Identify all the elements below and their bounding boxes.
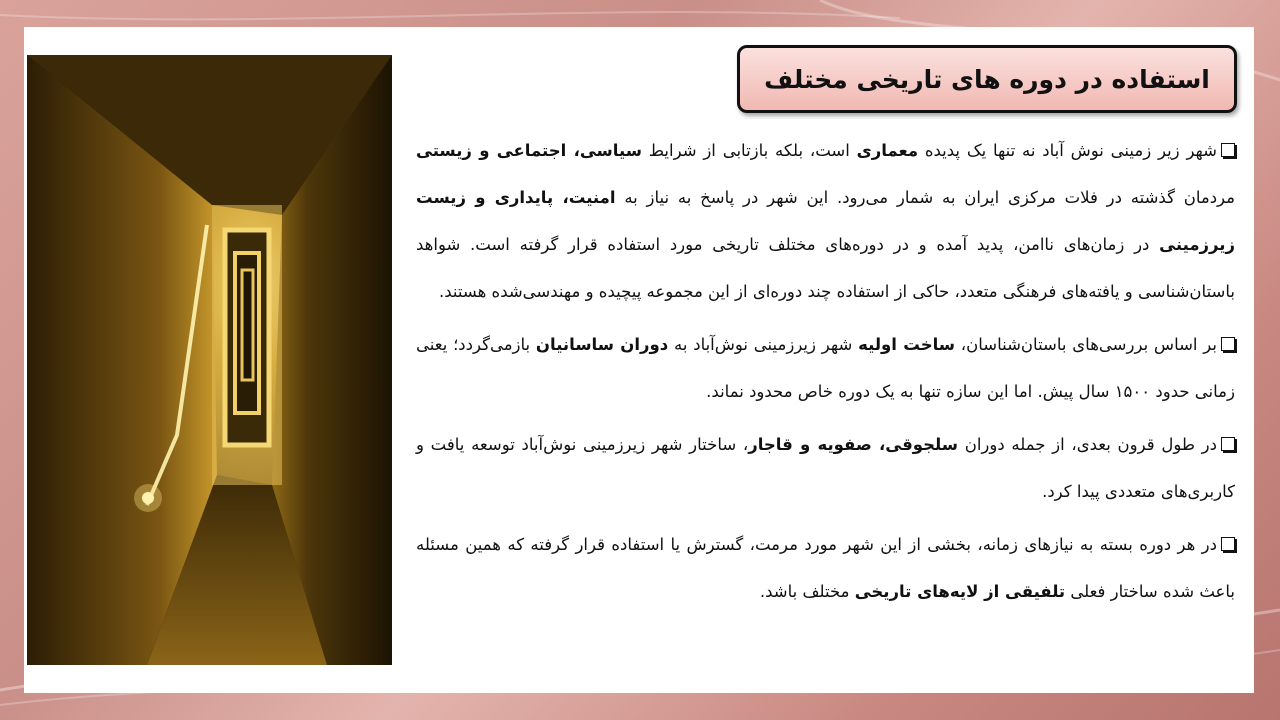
content-text [416, 127, 1235, 615]
text-segment: شهر زیرزمینی نوش‌آباد به [668, 335, 859, 354]
text-segment-bold: دوران ساسانیان [535, 335, 669, 354]
text-segment-bold: ساخت اولیه [858, 335, 956, 354]
checkbox-bullet-icon [1221, 143, 1235, 157]
paragraph [416, 421, 1235, 515]
text-segment-bold: امنیت، پایداری و زیست زیرزمینی [416, 188, 1235, 254]
paragraph [416, 127, 1235, 315]
paragraph [416, 521, 1235, 615]
text-segment: است، بلکه بازتابی از شرایط [641, 141, 857, 160]
text-segment: در هر دوره بسته به نیازهای زمانه، بخشی از این شهر مورد مرمت، گسترش یا استفاده قرار گرفته که همین مسئله باعث شده ساختار فعلی [416, 535, 1235, 601]
checkbox-bullet-icon [1221, 537, 1235, 551]
slide-panel [24, 27, 1254, 693]
checkbox-bullet-icon [1221, 337, 1235, 351]
text-segment: بر اساس بررسی‌های باستان‌شناسان، [955, 335, 1217, 354]
text-segment: شهر زیر زمینی نوش آباد نه تنها یک پدیده [918, 141, 1217, 160]
text-segment-bold: سلجوقی، صفویه و قاجار [748, 435, 958, 454]
tunnel-photo [27, 55, 392, 665]
text-segment-bold: معماری [856, 141, 919, 160]
text-segment-bold: تلفیقی از لایه‌های تاریخی [854, 582, 1066, 601]
text-segment: ، ساختار شهر زیرزمینی نوش‌آباد توسعه یافت و کاربری‌های متعددی پیدا کرد. [416, 435, 1235, 501]
paragraph [416, 321, 1235, 415]
text-segment: بازمی‌گردد؛ یعنی زمانی حدود ۱۵۰۰ سال پیش. اما این سازه تنها به یک دوره خاص محدود نماند. [416, 335, 1235, 401]
text-segment: مردمان گذشته در فلات مرکزی ایران به شمار می‌رود. این شهر در پاسخ به نیاز به [615, 188, 1235, 207]
text-segment: در زمان‌های ناامن، پدید آمده و در دوره‌های مختلف تاریخی مورد استفاده قرار گرفته است. شواهد باستان‌شناسی و یافته‌های فرهنگی متعدد، حاکی از استفاده چند دوره‌ای از این مجموعه پیچیده و مهندسی‌شده هستند. [416, 235, 1235, 301]
slide-title: استفاده در دوره های تاریخی مختلف [764, 64, 1210, 94]
text-segment-bold: سیاسی، اجتماعی و زیستی [416, 141, 642, 160]
checkbox-bullet-icon [1221, 437, 1235, 451]
text-segment: در طول قرون بعدی، از جمله دوران [958, 435, 1217, 454]
title-box [737, 45, 1237, 113]
text-segment: مختلف باشد. [759, 582, 855, 601]
